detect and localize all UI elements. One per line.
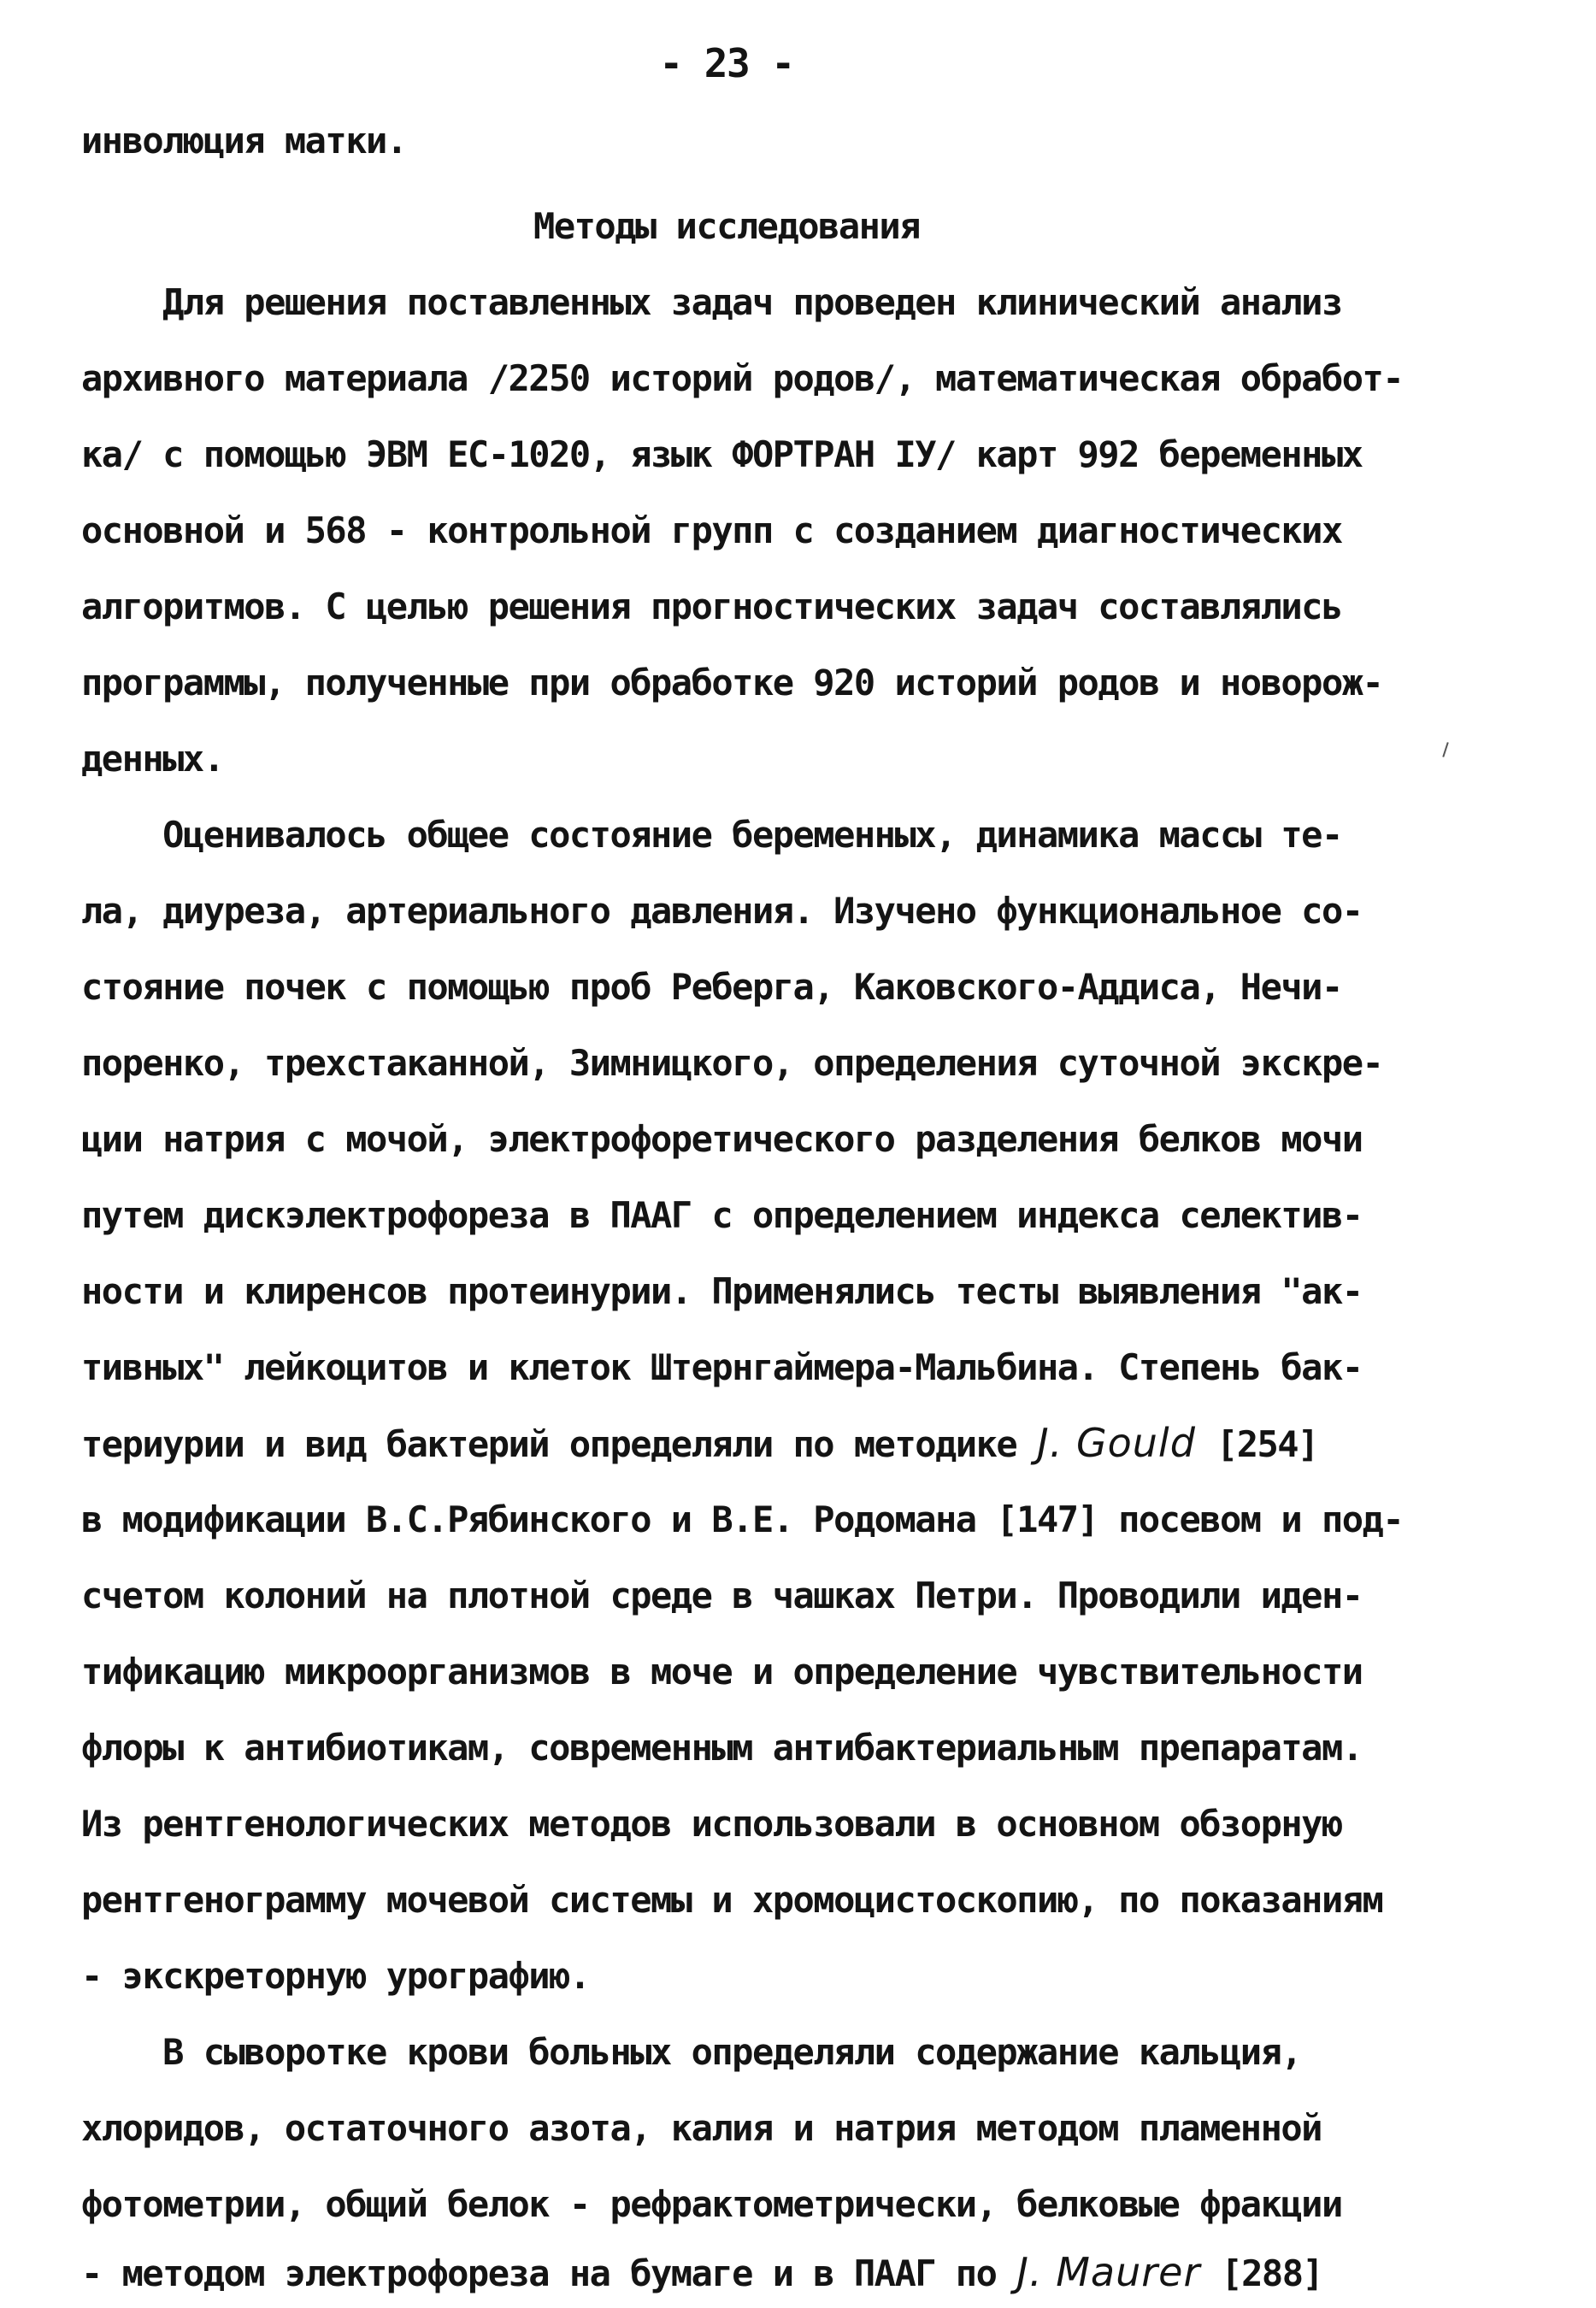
text-line: фотометрии, общий белок - рефрактометрически, белковые фракции <box>81 2183 1342 2225</box>
citation-ref: [254] <box>1216 1423 1318 1465</box>
text-line: Для решения поставленных задач проведен клинический анализ <box>81 281 1342 323</box>
text-line: основной и 568 - контрольной групп с созданием диагностических <box>81 509 1342 551</box>
text-line: ности и клиренсов протеинурии. Применялись тесты выявления "ак- <box>81 1270 1363 1312</box>
text-line: путем дискэлектрофореза в ПААГ с определением индекса селектив- <box>81 1194 1363 1236</box>
text-line: Оценивалось общее состояние беременных, динамика массы те- <box>81 814 1342 856</box>
text-line: стояние почек с помощью проб Реберга, Каковского-Аддиса, Нечи- <box>81 966 1342 1008</box>
text-line-with-citation <box>81 1405 1318 1482</box>
text-line: поренко, трехстаканной, Зимницкого, определения суточной экскре- <box>81 1042 1383 1084</box>
text-segment: - методом электрофореза на бумаге и в ПААГ по <box>81 2252 997 2294</box>
text-line: В сыворотке крови больных определяли содержание кальция, <box>81 2031 1302 2073</box>
text-line: счетом колоний на плотной среде в чашках Петри. Проводили иден- <box>81 1575 1363 1616</box>
text-line: архивного материала /2250 историй родов/, математическая обработ- <box>81 357 1404 399</box>
citation-ref: [288] <box>1221 2252 1323 2294</box>
text-line: тификацию микроорганизмов в моче и определение чувствительности <box>81 1651 1363 1693</box>
text-line: ции натрия с мочой, электрофоретического разделения белков мочи <box>81 1118 1363 1160</box>
page-number: - 23 - <box>659 40 794 86</box>
section-heading: Методы исследования <box>533 205 920 247</box>
text-line: алгоритмов. С целью решения прогностических задач составлялись <box>81 586 1342 627</box>
text-line: ла, диуреза, артериального давления. Изучено функциональное со- <box>81 890 1363 932</box>
text-line: тивных" лейкоцитов и клеток Штернгаймера-Мальбина. Степень бак- <box>81 1346 1363 1388</box>
text-segment: териурии и вид бактерий определяли по методике <box>81 1423 1017 1465</box>
text-line: денных. <box>81 738 224 780</box>
text-line: Из рентгенологических методов использовали в основном обзорную <box>81 1803 1342 1845</box>
text-line: инволюция матки. <box>81 120 407 162</box>
stray-mark <box>1442 742 1448 757</box>
text-line: рентгенограмму мочевой системы и хромоцистоскопию, по показаниям <box>81 1879 1383 1921</box>
text-line: программы, полученные при обработке 920 историй родов и новорож- <box>81 662 1383 704</box>
text-line: в модификации В.С.Рябинского и В.Е. Родомана [147] посевом и под- <box>81 1498 1404 1540</box>
text-line: флоры к антибиотикам, современным антибактериальным препаратам. <box>81 1727 1363 1769</box>
handwritten-author: J. Gould <box>1037 1420 1196 1466</box>
text-line-with-citation <box>81 2242 1322 2304</box>
text-line: ка/ с помощью ЭВМ ЕС-1020, язык ФОРТРАН IУ/ карт 992 беременных <box>81 433 1363 475</box>
handwritten-author: J. Maurer <box>1016 2249 1201 2295</box>
text-line: - экскреторную урографию. <box>81 1955 590 1997</box>
text-line: хлоридов, остаточного азота, калия и натрия методом пламенной <box>81 2107 1322 2149</box>
